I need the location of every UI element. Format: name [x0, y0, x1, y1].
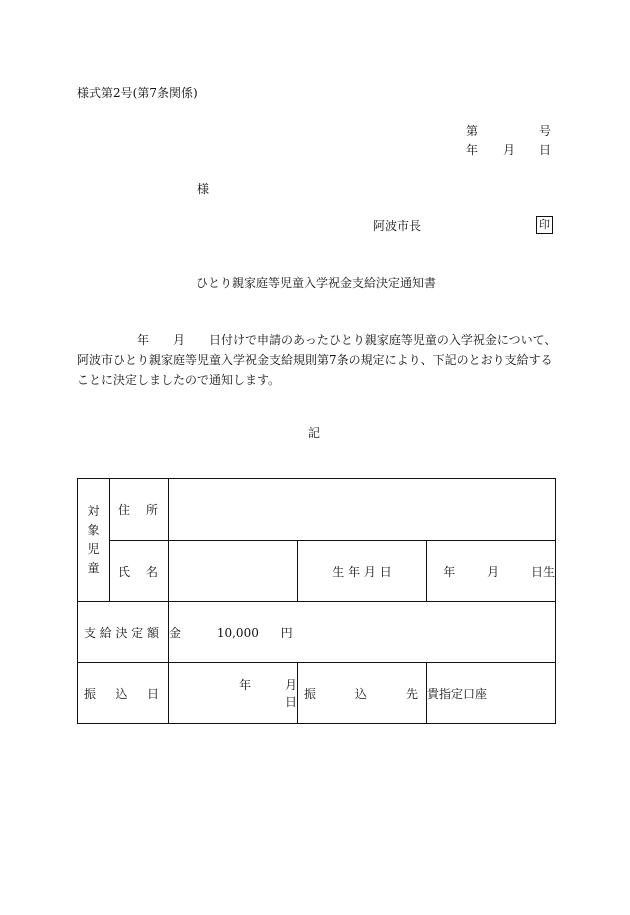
seal-stamp: 印 — [536, 216, 553, 234]
body-paragraph: 年 月 日付けで申請のあったひとり親家庭等児童の入学祝金について、阿波市ひとり親家庭等児童入学祝金支給規則第7条の規定により、下記のとおり支給することに決定しましたので通知します。 — [77, 333, 557, 387]
address-label: 住 所 — [110, 479, 169, 541]
ki-marker: 記 — [308, 426, 321, 440]
birthdate-value: 年 月 日生 — [427, 541, 556, 602]
amount-label: 支 給 決 定 額 — [78, 602, 169, 663]
recipient-honorific: 様 — [197, 182, 210, 196]
doc-number-prefix: 第 — [466, 124, 479, 138]
doc-number-suffix: 号 — [539, 124, 552, 138]
destination-value: 貴指定口座 — [427, 663, 556, 724]
detail-table — [77, 478, 556, 724]
name-label: 氏 名 — [110, 541, 169, 602]
issue-date-month: 月 — [503, 143, 516, 157]
transfer-date-value: 年 月 日 — [169, 663, 298, 724]
issue-date-year: 年 — [466, 143, 479, 157]
issue-date-day: 日 — [539, 143, 552, 157]
address-value — [169, 479, 556, 541]
form-number-label: 様式第2号(第7条関係) — [77, 86, 198, 100]
target-child-header: 対 象 児 童 — [78, 479, 110, 602]
name-value — [169, 541, 298, 602]
destination-label: 振 込 先 — [298, 663, 427, 724]
sender-title: 阿波市長 — [373, 219, 422, 233]
birthdate-label: 生 年 月 日 — [298, 541, 427, 602]
amount-value: 金 10,000 円 — [169, 602, 556, 663]
transfer-date-label: 振 込 日 — [78, 663, 169, 724]
document-title: ひとり親家庭等児童入学祝金支給決定通知書 — [196, 276, 437, 290]
